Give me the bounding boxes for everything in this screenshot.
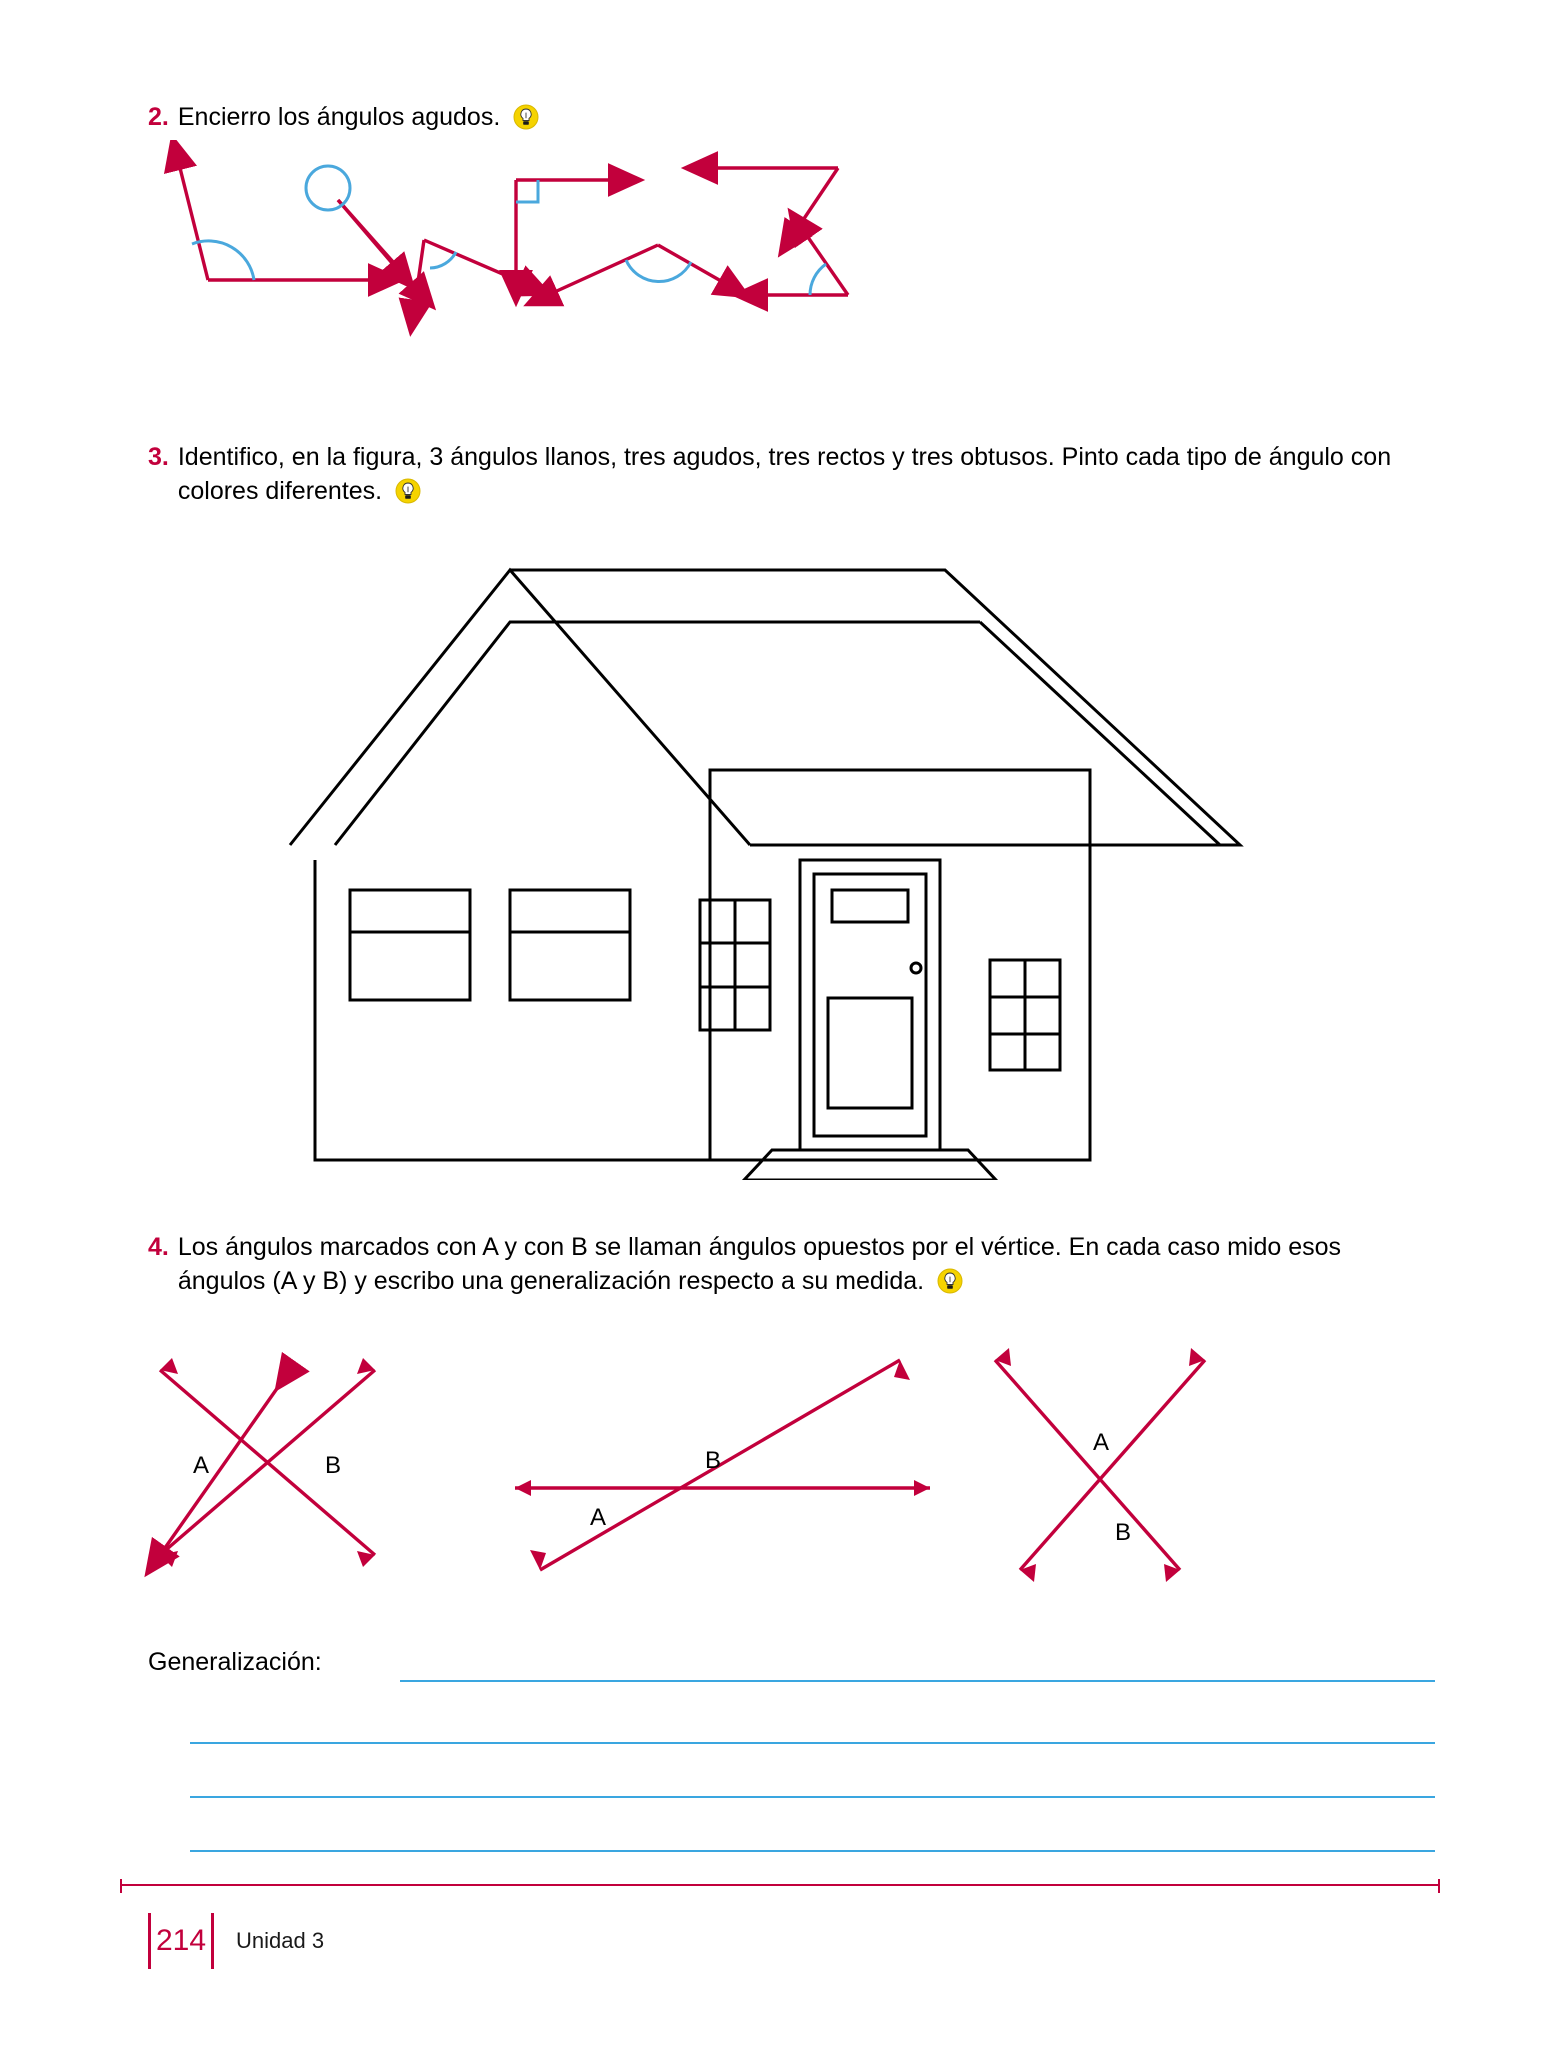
- exercise-2-number: 2.: [148, 103, 169, 131]
- label-A-1: A: [193, 1452, 210, 1479]
- angles-row-figure: [148, 140, 1398, 360]
- page-number: 214: [148, 1913, 214, 1969]
- house-figure: [280, 560, 1300, 1180]
- label-B-3: B: [1115, 1519, 1132, 1546]
- exercise-4-heading: [148, 1230, 1418, 1298]
- generalization-label: Generalización:: [148, 1648, 322, 1676]
- right-angle-square: [516, 180, 538, 202]
- exercise-3-heading: [148, 440, 1408, 508]
- label-B-1: B: [325, 1452, 342, 1479]
- unit-label: Unidad 3: [236, 1928, 325, 1953]
- label-A-3: A: [1093, 1429, 1110, 1456]
- exercise-2-heading: [148, 100, 1448, 134]
- generalization-write-line-2[interactable]: [190, 1742, 1435, 1744]
- exercise-3-text: Identifico, en la figura, 3 ángulos llanos, tres agudos, tres rectos y tres obtusos. Pinto cada tipo de ángulo con colores diferentes.: [177, 443, 1392, 505]
- lightbulb-icon: [937, 1268, 963, 1294]
- angle-circle-mark: [306, 166, 350, 210]
- vertical-angles-figures: [140, 1340, 1310, 1590]
- generalization-write-line-1[interactable]: [400, 1680, 1435, 1682]
- footer-divider: [120, 1884, 1440, 1886]
- exercise-2-text: Encierro los ángulos agudos.: [178, 100, 539, 134]
- label-B-2: B: [705, 1447, 722, 1474]
- exercise-4-text: Los ángulos marcados con A y con B se llaman ángulos opuestos por el vértice. En cada caso mido esos ángulos (A y B) y escribo una generalización respecto a su medida.: [177, 1233, 1342, 1295]
- exercise-3-number: 3.: [148, 443, 169, 471]
- label-A-2: A: [590, 1504, 607, 1531]
- lightbulb-icon: [395, 478, 421, 504]
- generalization-write-line-4[interactable]: [190, 1850, 1435, 1852]
- lightbulb-icon: [513, 104, 539, 130]
- exercise-4-number: 4.: [148, 1233, 169, 1261]
- generalization-write-line-3[interactable]: [190, 1796, 1435, 1798]
